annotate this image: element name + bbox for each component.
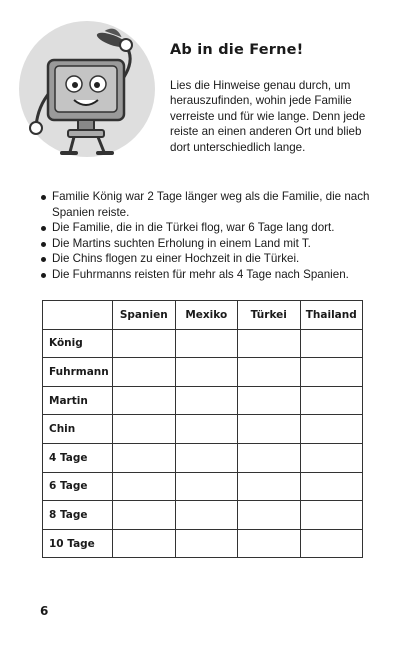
- hint-item: Die Chins flogen zu einer Hochzeit in die Türkei.: [40, 251, 380, 267]
- intro-line: Lies die Hinweise genau durch, um: [170, 79, 351, 92]
- table-row: [43, 386, 363, 415]
- page-title: Ab in die Ferne!: [170, 42, 304, 58]
- grid-cell[interactable]: [300, 472, 363, 501]
- grid-cell[interactable]: [113, 501, 176, 530]
- grid-cell[interactable]: [113, 386, 176, 415]
- table-row: [43, 358, 363, 387]
- hint-item: Familie König war 2 Tage länger weg als die Familie, die nach Spanien reiste.: [40, 189, 380, 220]
- hint-item: Die Martins suchten Erholung in einem Land mit T.: [40, 236, 380, 252]
- grid-cell[interactable]: [175, 472, 238, 501]
- hint-item: Die Familie, die in die Türkei flog, war 6 Tage lang dort.: [40, 220, 380, 236]
- grid-cell[interactable]: [300, 358, 363, 387]
- intro-text: [170, 78, 375, 155]
- hint-item: Die Fuhrmanns reisten für mehr als 4 Tage nach Spanien.: [40, 267, 380, 283]
- grid-cell[interactable]: [238, 501, 301, 530]
- grid-cell[interactable]: [238, 358, 301, 387]
- grid-cell[interactable]: [113, 443, 176, 472]
- grid-cell[interactable]: [113, 472, 176, 501]
- grid-cell[interactable]: [175, 386, 238, 415]
- intro-line: dort unterschiedlich lange.: [170, 140, 306, 154]
- hint-list: [40, 189, 380, 283]
- row-header: 10 Tage: [43, 529, 113, 558]
- grid-cell[interactable]: [300, 415, 363, 444]
- grid-cell[interactable]: [113, 415, 176, 444]
- grid-cell[interactable]: [175, 501, 238, 530]
- grid-cell[interactable]: [238, 443, 301, 472]
- row-header: König: [43, 329, 113, 358]
- row-header: 4 Tage: [43, 443, 113, 472]
- row-header: Martin: [43, 386, 113, 415]
- grid-cell[interactable]: [175, 329, 238, 358]
- grid-cell[interactable]: [113, 329, 176, 358]
- table-row: [43, 329, 363, 358]
- grid-cell[interactable]: [300, 501, 363, 530]
- grid-cell[interactable]: [175, 358, 238, 387]
- grid-cell[interactable]: [300, 329, 363, 358]
- grid-cell[interactable]: [300, 529, 363, 558]
- grid-cell[interactable]: [238, 329, 301, 358]
- corner-cell: [43, 301, 113, 330]
- computer-mascot-illustration: [18, 20, 156, 158]
- row-header: Fuhrmann: [43, 358, 113, 387]
- grid-cell[interactable]: [175, 443, 238, 472]
- column-header: Spanien: [113, 301, 176, 330]
- grid-cell[interactable]: [238, 529, 301, 558]
- page-number: 6: [40, 604, 49, 618]
- table-row: [43, 443, 363, 472]
- intro-line: reiste an einen anderen Ort und blieb: [170, 125, 362, 139]
- grid-cell[interactable]: [238, 415, 301, 444]
- table-header-row: [43, 301, 363, 330]
- grid-cell[interactable]: [113, 358, 176, 387]
- grid-cell[interactable]: [238, 472, 301, 501]
- intro-line: verreiste und für wie lange. Denn jede: [170, 109, 366, 123]
- grid-cell[interactable]: [175, 529, 238, 558]
- logic-grid-table: [42, 300, 363, 558]
- row-header: 6 Tage: [43, 472, 113, 501]
- table-row: [43, 501, 363, 530]
- column-header: Thailand: [300, 301, 363, 330]
- grid-cell[interactable]: [175, 415, 238, 444]
- intro-line: herauszufinden, wohin jede Familie: [170, 94, 352, 108]
- row-header: 8 Tage: [43, 501, 113, 530]
- table-row: [43, 415, 363, 444]
- row-header: Chin: [43, 415, 113, 444]
- column-header: Türkei: [238, 301, 301, 330]
- grid-cell[interactable]: [300, 386, 363, 415]
- column-header: Mexiko: [175, 301, 238, 330]
- grid-cell[interactable]: [300, 443, 363, 472]
- grid-cell[interactable]: [113, 529, 176, 558]
- table-row: [43, 472, 363, 501]
- grid-cell[interactable]: [238, 386, 301, 415]
- table-row: [43, 529, 363, 558]
